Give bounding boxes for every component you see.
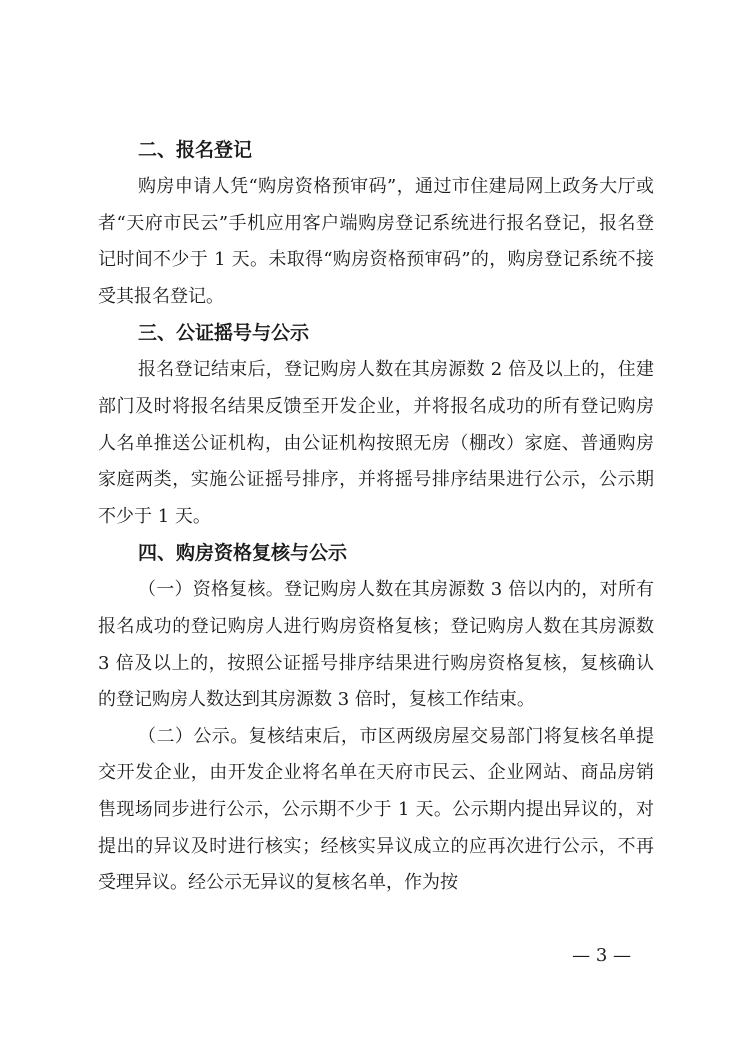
registration-paragraph: 购房申请人凭“购房资格预审码”，通过市住建局网上政务大厅或者“天府市民云”手机应用客户端购房登记系统进行报名登记，报名登记时间不少于 1 天。未取得“购房资格预审码”的，购房登记系统不接受其报名登记。: [98, 176, 654, 307]
publicity-lead: （二）公示。: [138, 725, 249, 747]
section-heading-qualification-review: 四、购房资格复核与公示: [138, 542, 348, 565]
page-number: — 3 —: [572, 945, 631, 966]
publicity-text: 复核结束后，市区两级房屋交易部门将复核名单提交开发企业，由开发企业将名单在天府市民云、企业网站、商品房销售现场同步进行公示，公示期不少于 1 天。公示期内提出异议的，对提出的异议及时进行核实；经核实异议成立的应再次进行公示，不再受理异议。经公示无异议的复核名单，作为按: [98, 725, 655, 894]
lottery-paragraph: 报名登记结束后，登记购房人数在其房源数 2 倍及以上的，住建部门及时将报名结果反馈至开发企业，并将报名成功的所有登记购房人名单推送公证机构，由公证机构按照无房（棚改）家庭、普通购房家庭两类，实施公证摇号排序，并将摇号排序结果进行公示，公示期不少于 1 天。: [98, 359, 654, 527]
section-heading-lottery-publicity: 三、公证摇号与公示: [138, 322, 310, 345]
qualification-review-lead: （一）资格复核。: [138, 579, 285, 601]
document-body: [98, 132, 654, 902]
section-heading-registration: 二、报名登记: [138, 139, 253, 161]
qualification-review-paragraph: [98, 572, 654, 718]
qualification-review-text: 登记购房人数在其房源数 3 倍以内的，对所有报名成功的登记购房人进行购房资格复核；登记购房人数在其房源数 3 倍及以上的，按照公证摇号排序结果进行购房资格复核，复核确认的登记购房人数达到其房源数 3 倍时，复核工作结束。: [98, 579, 654, 711]
publicity-paragraph: [98, 719, 654, 902]
